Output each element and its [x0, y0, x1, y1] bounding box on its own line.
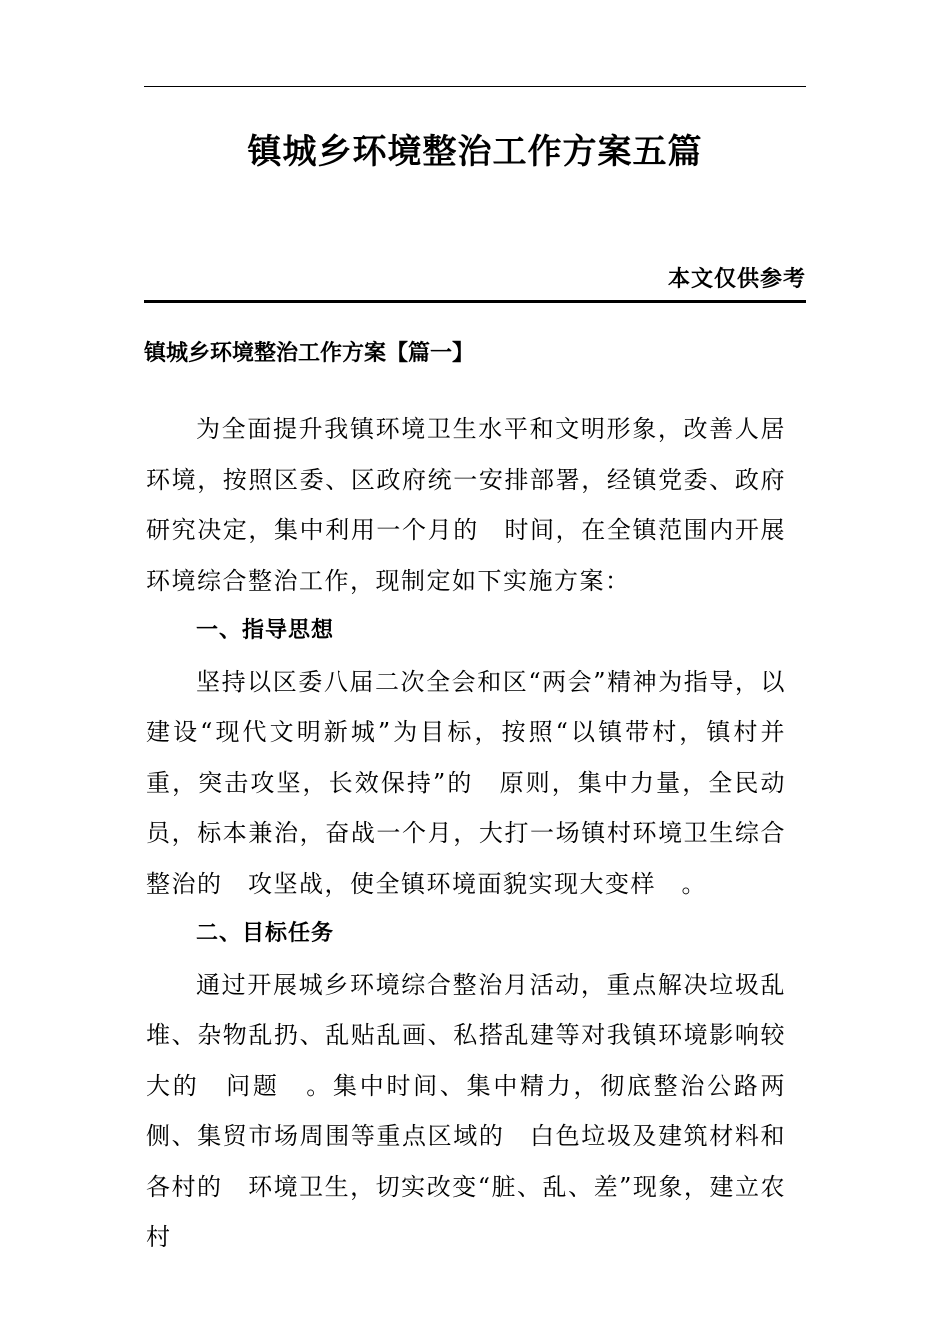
header-divider [144, 300, 806, 303]
paragraph-goals-tasks: 通过开展城乡环境综合整治月活动，重点解决垃圾乱堆、杂物乱扔、乱贴乱画、私搭乱建等对我镇环境影响较大的 问题 。集中时间、集中精力，彻底整治公路两侧、集贸市场周围等重点区域的 白色垃圾及建筑材料和各村的 环境卫生，切实改变“脏、乱、差”现象，建立农村 [146, 970, 786, 1251]
paragraph-intro: 为全面提升我镇环境卫生水平和文明形象，改善人居环境，按照区委、区政府统一安排部署，经镇党委、政府研究决定，集中利用一个月的 时间，在全镇范围内开展环境综合整治工作，现制定如下实施方案： [146, 415, 786, 595]
document-title: 镇城乡环境整治工作方案五篇 [247, 132, 703, 172]
heading-guiding-ideology: 一、指导思想 [196, 618, 335, 643]
section-title: 镇城乡环境整治工作方案【篇一】 [144, 341, 475, 366]
document-body [146, 404, 786, 1263]
paragraph-guiding-ideology: 坚持以区委八届二次全会和区“两会”精神为指导，以建设“现代文明新城”为目标，按照“以镇带村，镇村并重，突击攻坚，长效保持”的 原则，集中力量，全民动员，标本兼治，奋战一个月，大打一场镇村环境卫生综合整治的 攻坚战，使全镇环境面貌实现大变样 。 [146, 667, 786, 898]
header-rule [144, 86, 806, 87]
heading-goals-tasks: 二、目标任务 [196, 921, 335, 946]
disclaimer-text: 本文仅供参考 [667, 266, 806, 292]
